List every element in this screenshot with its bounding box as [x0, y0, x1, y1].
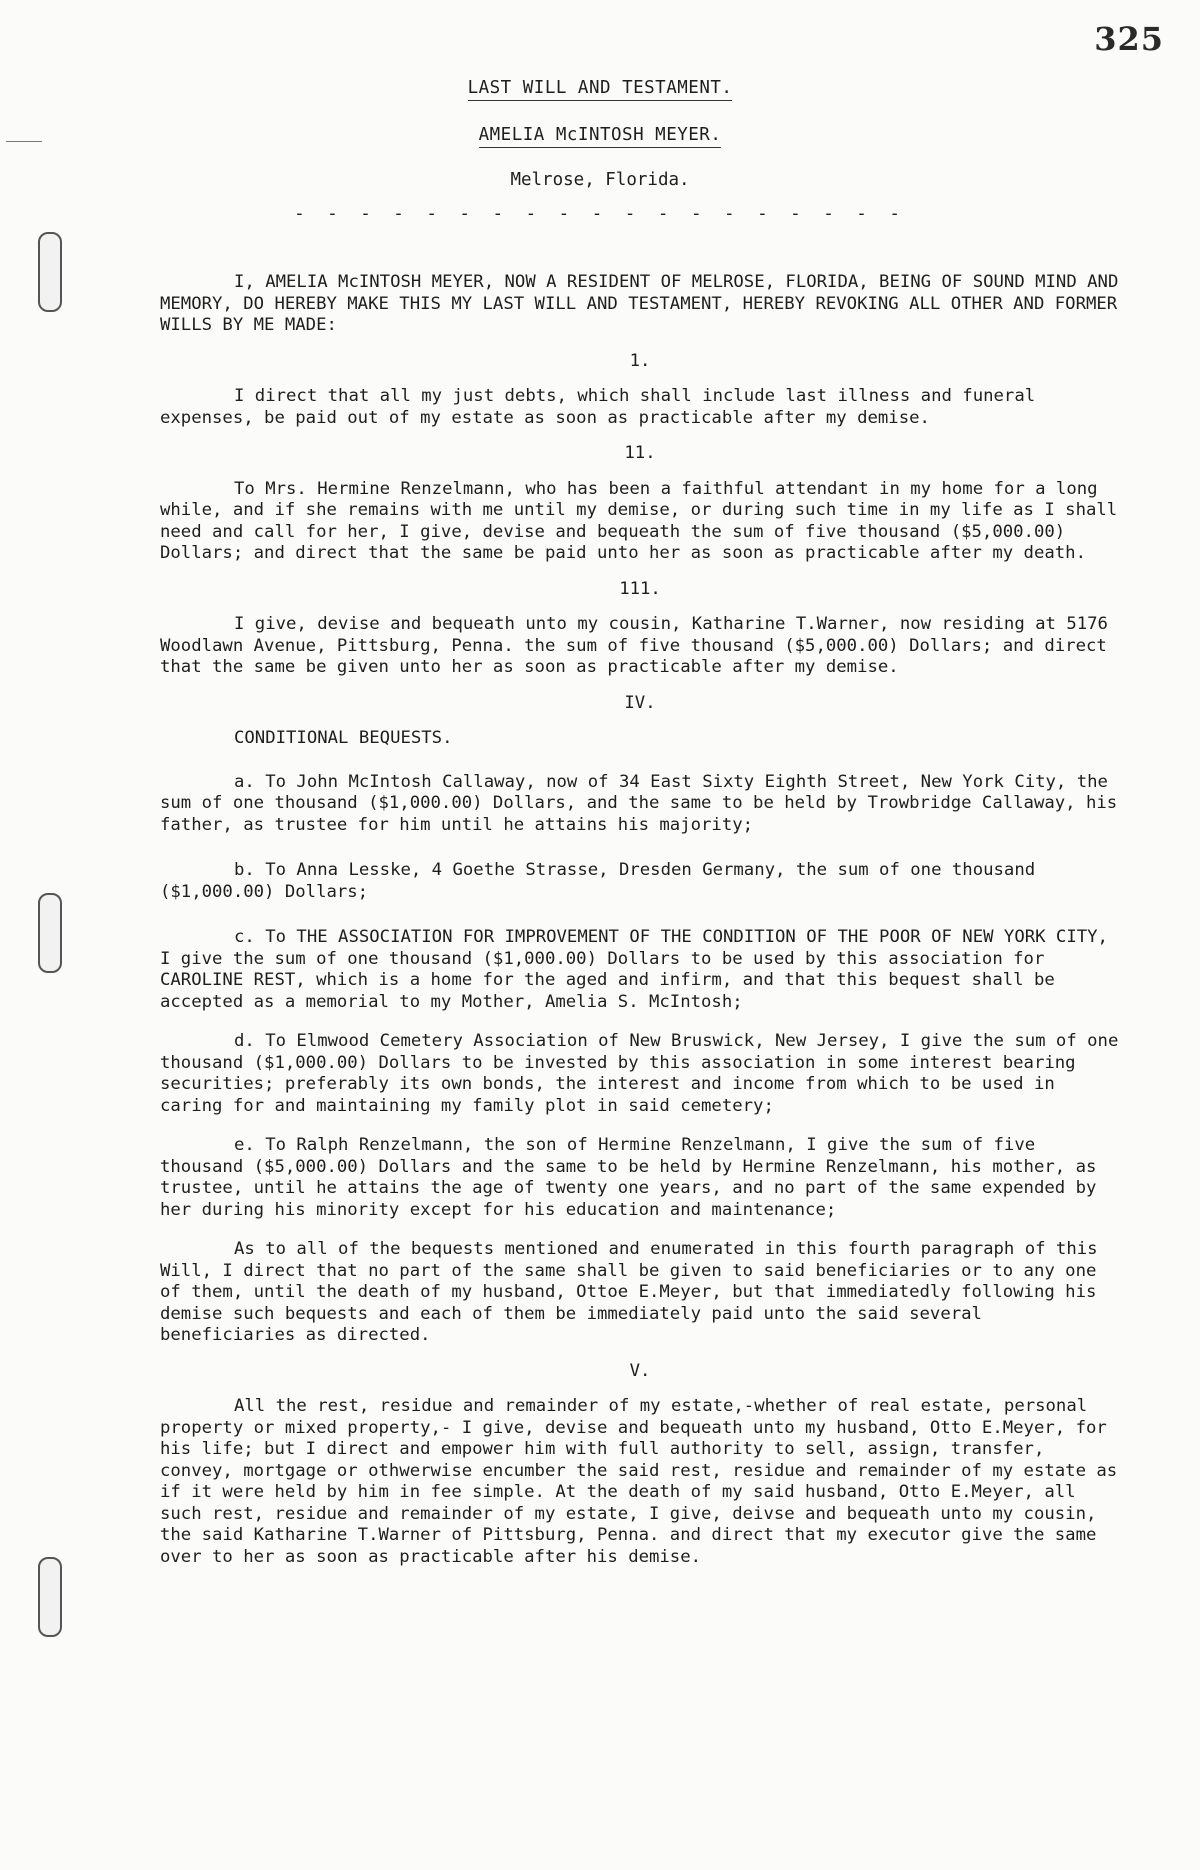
- section-number: 1.: [629, 350, 651, 371]
- section-number: IV.: [624, 692, 656, 713]
- page-number: 325: [1094, 20, 1164, 58]
- bequest-c: c. To THE ASSOCIATION FOR IMPROVEMENT OF THE CONDITION OF THE POOR OF NEW YORK CITY, I give the sum of one thousand ($1,000.00) Dollars to be used by this association for CAROLINE REST, which is a home for the aged and infirm, and that this bequest shall be accepted as a memorial to my Mother, Amelia S. McIntosh;: [160, 927, 1108, 1012]
- intro-paragraph: I, AMELIA McINTOSH MEYER, NOW A RESIDENT OF MELROSE, FLORIDA, BEING OF SOUND MIND AND MEMORY, DO HEREBY MAKE THIS MY LAST WILL AND TESTAMENT, HEREBY REVOKING ALL OTHER AND FORMER WILLS BY ME MADE:: [160, 272, 1119, 335]
- section-3-text: I give, devise and bequeath unto my cousin, Katharine T.Warner, now residing at 5176 Woodlawn Avenue, Pittsburg, Penna. the sum of five thousand ($5,000.00) Dollars; and direct that the same be given unto her as soon as practicable after my demise.: [160, 614, 1108, 677]
- binder-hole-icon: [38, 893, 62, 973]
- binder-hole-icon: [38, 1557, 62, 1637]
- testator-name: AMELIA McINTOSH MEYER.: [479, 125, 722, 148]
- document-header: [0, 78, 1200, 224]
- conditional-bequests-heading: CONDITIONAL BEQUESTS.: [234, 728, 453, 748]
- document-location: Melrose, Florida.: [510, 170, 690, 190]
- binder-hole-icon: [38, 232, 62, 312]
- section-number: V.: [629, 1360, 651, 1381]
- section-number: 11.: [624, 443, 656, 463]
- bequest-e: e. To Ralph Renzelmann, the son of Hermine Renzelmann, I give the sum of five thousand ($5,000.00) Dollars and the same to be held by Hermine Renzelmann, his mother, as trustee, until he attains the age of twenty one years, and no part of the same expended by her during his minority except for his education and maintenance;: [160, 1135, 1097, 1220]
- section-number: 111.: [619, 578, 661, 599]
- section-1-text: I direct that all my just debts, which shall include last illness and funeral expenses, be paid out of my estate as soon as practicable after my demise.: [160, 386, 1036, 428]
- document-body: [160, 272, 1120, 1568]
- bequest-b: b. To Anna Lesske, 4 Goethe Strasse, Dresden Germany, the sum of one thousand ($1,000.00) Dollars;: [160, 860, 1036, 902]
- section-5-text: All the rest, residue and remainder of my estate,-whether of real estate, personal property or mixed property,- I give, devise and bequeath unto my husband, Otto E.Meyer, for his life; but I direct and empower him with full authority to sell, assign, transfer, convey, mortgage or othwerwise encumber the said rest, residue and remainder of my estate as if it were held by him in fee simple. At the death of my said husband, Otto E.Meyer, all such rest, residue and remainder of my estate, I give, deivse and bequeath unto my cousin, the said Katharine T.Warner of Pittsburg, Penna. and direct that my executor give the same over to her as soon as practicable after his demise.: [160, 1396, 1118, 1567]
- bequest-d: d. To Elmwood Cemetery Association of New Bruswick, New Jersey, I give the sum of one thousand ($1,000.00) Dollars to be invested by this association in some interest bearing securities; preferably its own bonds, the interest and income from which to be used in caring for and maintaining my family plot in said cemetery;: [160, 1031, 1119, 1116]
- bequest-a: a. To John McIntosh Callaway, now of 34 East Sixty Eighth Street, New York City, the sum of one thousand ($1,000.00) Dollars, and the same to be held by Trowbridge Callaway, his father, as trustee for him until he attains his majority;: [160, 771, 1118, 835]
- bequests-conditions-paragraph: As to all of the bequests mentioned and enumerated in this fourth paragraph of this Will, I direct that no part of the same shall be given to said beneficiaries or to any one of them, until the death of my husband, Ottoe E.Meyer, but that immediatedly following his demise such bequests and each of them be immediately paid unto the said several beneficiaries as directed.: [160, 1239, 1098, 1345]
- header-divider: - - - - - - - - - - - - - - - - - - -: [294, 204, 906, 224]
- document-title: LAST WILL AND TESTAMENT.: [468, 78, 733, 101]
- section-2-text: To Mrs. Hermine Renzelmann, who has been a faithful attendant in my home for a long while, and if she remains with me until my demise, or during such time in my life as I shall need and call for her, I give, devise and bequeath the sum of five thousand ($5,000.00) Dollars; and direct that the same be paid unto her as soon as practicable after my death.: [160, 478, 1118, 563]
